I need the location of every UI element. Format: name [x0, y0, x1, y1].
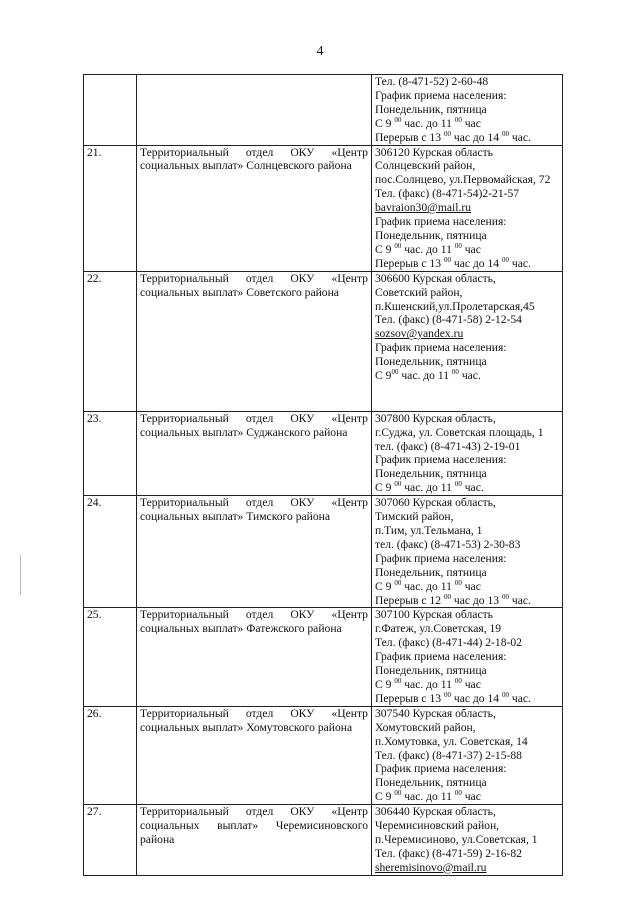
org-name-word: Территориальный: [140, 271, 229, 285]
contact-info-line: п.Черемисиново, ул.Советская, 1: [375, 832, 538, 846]
contact-info-text: Перерыв с 13: [375, 130, 444, 144]
contact-info-text: час: [461, 790, 481, 804]
contact-info-line: 306440 Курская область,: [375, 805, 496, 819]
contact-info-line: Тимский район,: [375, 510, 454, 524]
contact-info-text: час до 14: [450, 130, 502, 144]
contact-info-line: Понедельник, пятница: [375, 228, 487, 242]
org-name-word: Территориальный: [140, 608, 229, 622]
contact-info-line: [375, 131, 559, 145]
time-superscript: 00: [454, 241, 462, 250]
row-number: 24.: [84, 496, 137, 608]
org-name-line: [140, 819, 368, 833]
contact-info-line: График приема населения:: [375, 551, 507, 565]
table-row: [84, 706, 563, 804]
contact-info-cell: [372, 805, 563, 876]
contact-info-line: [375, 243, 559, 257]
contact-info-line: График приема населения:: [375, 341, 507, 355]
org-name-word: отдел: [245, 411, 274, 425]
contact-info-cell: [372, 271, 563, 411]
email-link[interactable]: bavraion30@mail.ru: [375, 201, 471, 215]
email-link[interactable]: sozsov@yandex.ru: [375, 327, 464, 341]
contact-info-line: Тел. (факс) (8-471-37) 2-15-88: [375, 748, 522, 762]
contact-info-line: [375, 692, 559, 706]
contact-info-text: час.: [508, 691, 531, 705]
org-name-word: Территориальный: [140, 496, 229, 510]
row-number: [84, 75, 137, 146]
contact-info-text: час до 14: [450, 256, 502, 270]
contact-info-line: [375, 580, 559, 594]
contact-info-line: Тел. (факс) (8-471-58) 2-12-54: [375, 313, 522, 327]
contact-info-line: [375, 369, 559, 383]
contact-info-line: п.Хомутовка, ул. Советская, 14: [375, 734, 528, 748]
contact-info-line: 307540 Курская область,: [375, 706, 496, 720]
org-name-cell: [137, 805, 372, 876]
org-name-line: [140, 496, 368, 510]
org-name-word: Территориальный: [140, 145, 229, 159]
time-superscript: 00: [454, 578, 462, 587]
contact-info-text: Перерыв с 13: [375, 691, 444, 705]
org-name-word: «Центр: [331, 271, 368, 285]
offices-table: [83, 74, 563, 876]
contact-info-text: час до 14: [450, 691, 502, 705]
time-superscript: 00: [443, 255, 451, 264]
contact-info-line: [375, 481, 559, 495]
contact-info-line: тел. (факс) (8-471-43) 2-19-01: [375, 439, 521, 453]
scan-margin-line: [20, 555, 21, 595]
contact-info-text: час. до 11: [398, 369, 452, 383]
contact-info-line: График приема населения:: [375, 650, 507, 664]
time-superscript: 00: [501, 129, 509, 138]
contact-info-text: С 9: [375, 677, 395, 691]
org-name-word: Территориальный: [140, 805, 229, 819]
contact-info-text: час. до 11: [401, 579, 455, 593]
contact-info-line: 307100 Курская область: [375, 608, 493, 622]
org-name-line: [140, 608, 368, 622]
time-superscript: 00: [443, 592, 451, 601]
org-name-line: [140, 146, 368, 160]
contact-info-line: г.Фатеж, ул.Советская, 19: [375, 622, 502, 636]
row-number: 26.: [84, 706, 137, 804]
contact-info-line: График приема населения:: [375, 762, 507, 776]
row-number: 23.: [84, 411, 137, 495]
org-name-word: «Центр: [331, 706, 368, 720]
contact-info-line: 306600 Курская область,: [375, 271, 496, 285]
org-name-word: ОКУ: [290, 805, 315, 819]
table-row: [84, 496, 563, 608]
contact-info-text: С 9: [375, 116, 395, 130]
org-name-word: ОКУ: [290, 145, 315, 159]
contact-info-text: час: [461, 242, 481, 256]
org-name-word: «Центр: [331, 608, 368, 622]
time-superscript: 00: [501, 255, 509, 264]
contact-info-line: Тел. (факс) (8-471-44) 2-18-02: [375, 636, 522, 650]
contact-info-text: час. до 11: [401, 677, 455, 691]
time-superscript: 00: [394, 241, 402, 250]
contact-info-text: час. до 11: [401, 790, 455, 804]
contact-info-cell: [372, 706, 563, 804]
contact-info-line: 306120 Курская область: [375, 145, 493, 159]
time-superscript: 00: [501, 592, 509, 601]
org-name-line: [140, 805, 368, 819]
time-superscript: 00: [394, 480, 402, 489]
contact-info-line: Понедельник, пятница: [375, 102, 487, 116]
time-superscript: 00: [394, 789, 402, 798]
time-superscript: 00: [454, 676, 462, 685]
table-row: [84, 271, 563, 411]
org-name-word: социальных: [140, 819, 200, 833]
org-name-word: отдел: [245, 496, 274, 510]
org-name-word: «Центр: [331, 145, 368, 159]
contact-info-text: С 9: [375, 790, 395, 804]
org-name-cell: [137, 608, 372, 706]
org-name-line: [140, 272, 368, 286]
contact-info-line: [375, 383, 559, 397]
org-name-line: социальных выплат» Хомутовского района: [140, 720, 353, 734]
org-name-word: отдел: [245, 145, 274, 159]
contact-info-line: Советский район,: [375, 285, 463, 299]
contact-info-text: час. до 11: [401, 242, 455, 256]
org-name-word: ОКУ: [290, 496, 315, 510]
contact-info-line: 307060 Курская область,: [375, 496, 496, 510]
row-number: 25.: [84, 608, 137, 706]
time-superscript: 00: [394, 115, 402, 124]
org-name-word: Территориальный: [140, 411, 229, 425]
table-row: [84, 411, 563, 495]
contact-info-line: [375, 678, 559, 692]
contact-info-line: Понедельник, пятница: [375, 467, 487, 481]
contact-info-line: [375, 117, 559, 131]
contact-info-text: Перерыв с 13: [375, 256, 444, 270]
row-number: 22.: [84, 271, 137, 411]
contact-info-line: [375, 790, 559, 804]
contact-info-line: [375, 397, 559, 411]
org-name-word: отдел: [245, 608, 274, 622]
org-name-word: ОКУ: [290, 411, 315, 425]
contact-info-line: График приема населения:: [375, 453, 507, 467]
time-superscript: 00: [454, 480, 462, 489]
time-superscript: 00: [501, 690, 509, 699]
contact-info-line: Понедельник, пятница: [375, 565, 487, 579]
org-name-cell: [137, 75, 372, 146]
contact-info-text: час. до 11: [401, 481, 455, 495]
time-superscript: 00: [451, 368, 459, 377]
contact-info-text: С 9: [375, 242, 395, 256]
org-name-cell: [137, 271, 372, 411]
org-name-word: «Центр: [331, 496, 368, 510]
contact-info-cell: [372, 75, 563, 146]
contact-info-text: час до 13: [450, 593, 502, 607]
contact-info-text: час: [461, 579, 481, 593]
org-name-word: ОКУ: [290, 706, 315, 720]
org-name-word: ОКУ: [290, 608, 315, 622]
org-name-word: ОКУ: [290, 271, 315, 285]
contact-info-text: Перерыв с 12: [375, 593, 444, 607]
contact-info-line: Черемисиновский район,: [375, 819, 500, 833]
contact-info-text: час.: [458, 369, 481, 383]
time-superscript: 00: [454, 115, 462, 124]
org-name-cell: [137, 706, 372, 804]
contact-info-text: С 9: [375, 369, 392, 383]
contact-info-cell: [372, 411, 563, 495]
contact-info-line: Хомутовский район,: [375, 720, 476, 734]
contact-info-text: час.: [461, 481, 484, 495]
contact-info-cell: [372, 608, 563, 706]
contact-info-line: Солнцевский район,: [375, 159, 476, 173]
org-name-word: Черемисиновского: [275, 819, 368, 833]
contact-info-line: п.Тим, ул.Тельмана, 1: [375, 524, 483, 537]
contact-info-text: С 9: [375, 579, 395, 593]
contact-info-line: Тел. (8-471-52) 2-60-48: [375, 75, 489, 88]
page-number: 4: [316, 44, 324, 59]
contact-info-text: С 9: [375, 481, 395, 495]
contact-info-line: Понедельник, пятница: [375, 355, 487, 369]
org-name-line: социальных выплат» Тимского района: [140, 510, 330, 524]
org-name-word: выплат»: [217, 819, 259, 833]
email-link[interactable]: sheremisinovo@mail.ru: [375, 860, 487, 874]
org-name-line: [140, 412, 368, 426]
table-row: [84, 805, 563, 876]
contact-info-text: час.: [508, 593, 531, 607]
org-name-line: района: [140, 832, 175, 846]
contact-info-line: График приема населения:: [375, 215, 507, 229]
contact-info-line: п.Кшенский,ул.Пролетарская,45: [375, 299, 535, 313]
time-superscript: 00: [394, 578, 402, 587]
org-name-line: [140, 707, 368, 721]
contact-info-line: 307800 Курская область,: [375, 411, 496, 425]
org-name-word: «Центр: [331, 411, 368, 425]
contact-info-line: тел. (факс) (8-471-53) 2-30-83: [375, 537, 521, 551]
table-row: [84, 75, 563, 146]
org-name-line: социальных выплат» Фатежского района: [140, 622, 342, 636]
contact-info-line: [375, 594, 559, 608]
contact-info-line: Тел. (факс) (8-471-54)2-21-57: [375, 187, 520, 201]
contact-info-line: График приема населения:: [375, 88, 507, 102]
time-superscript: 00: [394, 676, 402, 685]
org-name-word: отдел: [245, 805, 274, 819]
org-name-line: социальных выплат» Суджанского района: [140, 425, 348, 439]
offices-table-body: [84, 75, 563, 876]
org-name-cell: [137, 496, 372, 608]
row-number: 27.: [84, 805, 137, 876]
time-superscript: 00: [443, 129, 451, 138]
row-number: 21.: [84, 145, 137, 271]
time-superscript: 00: [391, 368, 399, 377]
contact-info-text: час. до 11: [401, 116, 455, 130]
table-row: [84, 145, 563, 271]
table-row: [84, 608, 563, 706]
contact-info-line: Тел. (факс) (8-471-59) 2-16-82: [375, 846, 522, 860]
contact-info-line: [375, 257, 559, 271]
org-name-line: социальных выплат» Солнцевского района: [140, 159, 352, 173]
contact-info-line: Понедельник, пятница: [375, 664, 487, 678]
contact-info-text: час: [461, 677, 481, 691]
org-name-word: отдел: [245, 706, 274, 720]
org-name-cell: [137, 411, 372, 495]
contact-info-cell: [372, 145, 563, 271]
org-name-cell: [137, 145, 372, 271]
contact-info-line: Понедельник, пятница: [375, 776, 487, 790]
contact-info-cell: [372, 496, 563, 608]
contact-info-line: г.Суджа, ул. Советская площадь, 1: [375, 425, 544, 439]
org-name-word: Территориальный: [140, 706, 229, 720]
org-name-word: отдел: [245, 271, 274, 285]
org-name-word: «Центр: [331, 805, 368, 819]
contact-info-text: час: [461, 116, 481, 130]
contact-info-text: час.: [508, 130, 531, 144]
contact-info-line: пос.Солнцево, ул.Первомайская, 72: [375, 173, 551, 187]
time-superscript: 00: [454, 789, 462, 798]
contact-info-text: час.: [508, 256, 531, 270]
time-superscript: 00: [443, 690, 451, 699]
org-name-line: социальных выплат» Советского района: [140, 285, 339, 299]
